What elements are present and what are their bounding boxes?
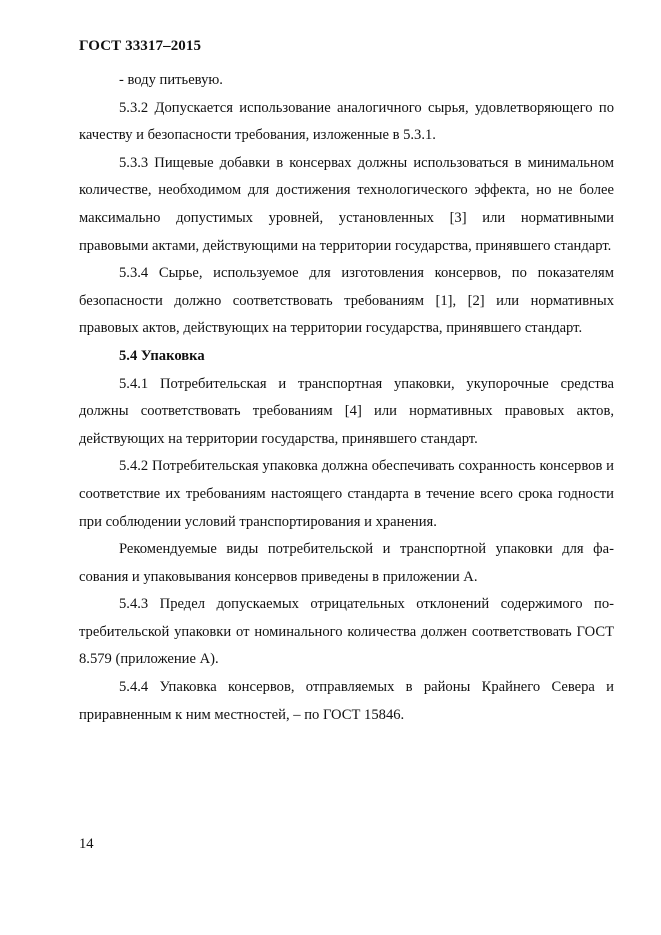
document-header-code: ГОСТ 33317–2015 xyxy=(79,38,202,54)
paragraph-5-4-1: 5.4.1 Потребительская и транспортная упаковки, укупорочные средства должны соответствовать требованиям [4] или нормативных правовых актов, действующих на территории государства, принявшего стандарт. xyxy=(79,375,614,447)
section-heading-5-4: 5.4 Упаковка xyxy=(119,347,205,364)
paragraph-5-4-4: 5.4.4 Упаковка консервов, отправляемых в районы Крайнего Севера и приравненным к ним местностей, – по ГОСТ 15846. xyxy=(79,679,614,723)
paragraph-5-3-4: 5.3.4 Сырье, используемое для изготовления консервов, по показателям безопасности должно соответствовать требованиям [1], [2] или нормативных правовых актов, действующих на территории государства, принявшего стандарт. xyxy=(79,265,614,337)
paragraph-5-3-3: 5.3.3 Пищевые добавки в консервах должны использоваться в минимальном количестве, необходимом для достижения технологического эффекта, но не более максимально допустимых уровней, установленных [3] или нормативными правовыми актами, действующими на территории государства, принявшего стандарт. xyxy=(79,154,614,254)
paragraph-5-4-3: 5.4.3 Предел допускаемых отрицательных отклонений содержимого потребительской упаковки от номинального количества должен соответствовать ГОСТ 8.579 (приложение А). xyxy=(79,596,614,668)
page-number: 14 xyxy=(79,836,94,852)
paragraph-5-3-2: 5.3.2 Допускается использование аналогичного сырья, удовлетворяющего по качеству и безопасности требования, изложенные в 5.3.1. xyxy=(79,99,614,144)
paragraph-drinking-water: - воду питьевую. xyxy=(119,72,223,88)
document-body xyxy=(79,67,614,729)
paragraph-5-4-2: 5.4.2 Потребительская упаковка должна обеспечивать сохранность консервов и соответствие их требованиям настоящего стандарта в течение всего срока годности при соблюдении условий транспортирования и хранения. xyxy=(79,458,614,530)
paragraph-recommended-packaging: Рекомендуемые виды потребительской и транспортной упаковки для фасования и упаковывания консервов приведены в приложении А. xyxy=(79,541,614,585)
